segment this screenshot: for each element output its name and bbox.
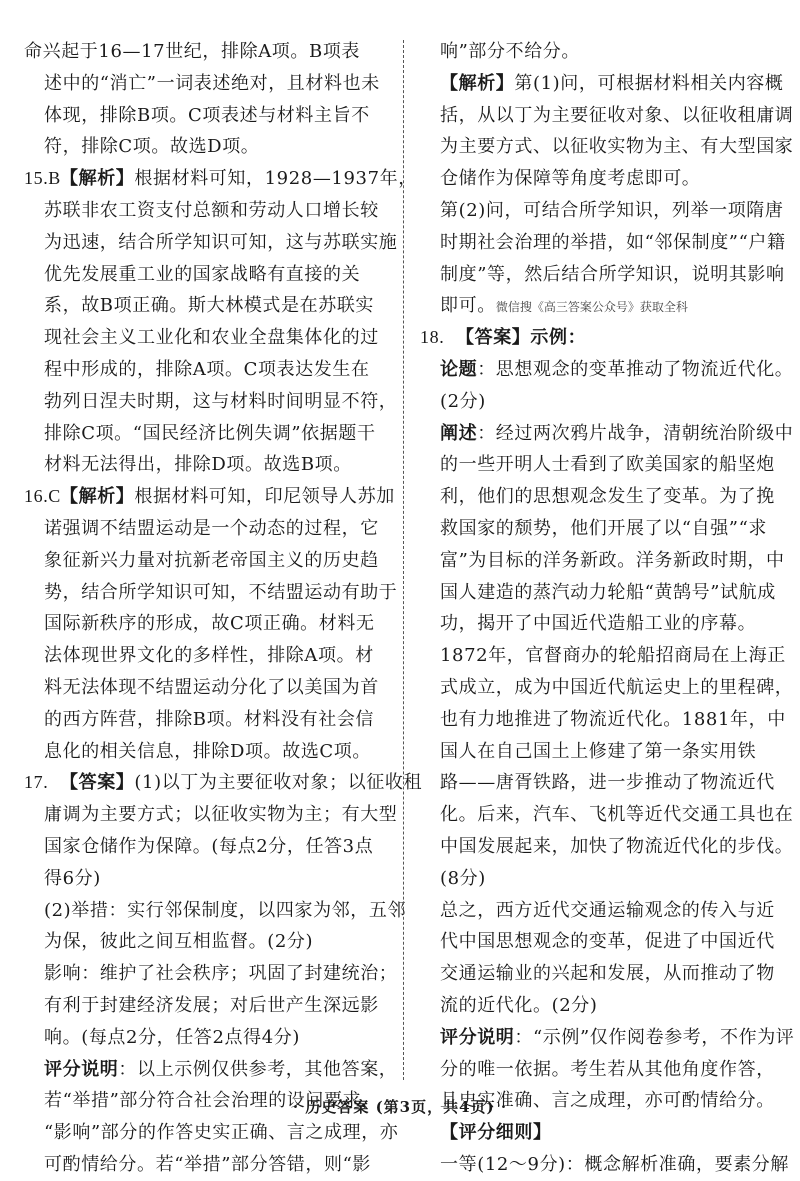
text-line: 系，故B项正确。斯大林模式是在苏联实 (44, 295, 375, 317)
text-line: 总之，西方近代交通运输观念的传入与近 (440, 899, 775, 921)
analysis-line (420, 68, 784, 100)
question-number: 15.B (24, 168, 61, 189)
text-line: 括，从以丁为主要征收对象、以征收租庸调 (440, 104, 794, 126)
scoring-note-line (420, 1022, 795, 1054)
text-line: 符，排除C项。故选D项。 (44, 136, 260, 158)
text-line: 法体现世界文化的多样性，排除A项。材 (44, 645, 374, 667)
text-line: 国家仓储作为保障。(每点2分，任答3点 (44, 835, 374, 857)
text-line: 也有力地推进了物流近代化。1881年，中 (440, 708, 786, 730)
text-line: 时期社会治理的举措，如“邻保制度”“户籍 (440, 231, 786, 253)
text-line: ：以上示例仅供参考，其他答案， (118, 1058, 398, 1080)
text-line: “影响”部分的作答史实正确、言之成理，亦 (44, 1122, 399, 1144)
text-line: 苏联非农工资支付总额和劳动人口增长较 (44, 199, 379, 221)
text-line: 势，结合所学知识可知，不结盟运动有助于 (44, 581, 398, 603)
text-line: 排除C项。“国民经济比例失调”依据题干 (44, 422, 376, 444)
text-line: (8分) (440, 867, 486, 889)
text-line: 流的近代化。(2分) (440, 994, 598, 1016)
text-line: 象征新兴力量对抗新老帝国主义的历史趋 (44, 549, 379, 571)
question-number: 17. (24, 772, 49, 793)
text-line: 富”为目标的洋务新政。洋务新政时期，中 (440, 549, 785, 571)
text-line: 响。(每点2分，任答2点得4分) (44, 1026, 301, 1048)
analysis-label: 【解析】 (60, 486, 135, 508)
text-line: 息化的相关信息，排除D项。故选C项。 (44, 740, 372, 762)
question-15-line (24, 163, 417, 195)
text-line: 式成立，成为中国近代航运史上的里程碑， (440, 676, 794, 698)
elaboration-label: 阐述 (440, 422, 478, 444)
analysis-label: 【解析】 (60, 168, 135, 190)
text-line: 国际新秩序的形成，故C项正确。材料无 (44, 613, 375, 635)
text-line: 即可。 (440, 295, 496, 317)
elaboration-line (420, 418, 794, 450)
question-number: 16.C (24, 486, 61, 507)
text-line: 体现，排除B项。C项表述与材料主旨不 (44, 104, 370, 126)
answer-label: 【答案】 (456, 327, 531, 349)
scoring-note-label: 评分说明 (440, 1026, 515, 1048)
text-line: ：思想观念的变革推动了物流近代化。 (477, 358, 794, 380)
text-line: 勃列日涅夫时期，这与材料时间明显不符， (44, 390, 398, 412)
question-17-line (24, 767, 423, 799)
text-line: 若“举措”部分符合社会治理的设问要求， (44, 1090, 380, 1112)
text-line: 一等(12～9分)：概念解析准确，要素分解 (440, 1153, 789, 1175)
text-line: 优先发展重工业的国家战略有直接的关 (44, 263, 361, 285)
question-number: 18. (420, 327, 445, 348)
text-line: 根据材料可知，1928—1937年， (134, 168, 417, 190)
text-line: 影响：维护了社会秩序；巩固了封建统治； (44, 963, 398, 985)
text-line: ：“示例”仅作阅卷参考，不作为评 (514, 1026, 795, 1048)
text-line: 述中的“消亡”一词表述绝对，且材料也未 (44, 72, 380, 94)
right-column (420, 36, 795, 1181)
text-line: (1)以丁为主要征收对象；以征收租 (134, 772, 423, 794)
text-line: 国人建造的蒸汽动力轮船“黄鹄号”试航成 (440, 581, 776, 603)
text-line: 利，他们的思想观念发生了变革。为了挽 (440, 486, 775, 508)
text-line: 功，揭开了中国近代造船工业的序幕。 (440, 613, 757, 635)
text-line: 材料无法得出，排除D项。故选B项。 (44, 454, 352, 476)
analysis-label: 【解析】 (440, 72, 515, 94)
text-line: 制度”等，然后结合所学知识，说明其影响 (440, 263, 785, 285)
text-line: 料无法体现不结盟运动分化了以美国为首 (44, 676, 379, 698)
text-line: 的一些开明人士看到了欧美国家的船坚炮 (440, 454, 775, 476)
text-line: 化。后来，汽车、飞机等近代交通工具也在 (440, 804, 794, 826)
column-divider (403, 40, 404, 1080)
scoring-rules-heading: 【评分细则】 (440, 1122, 552, 1144)
text-line-with-note (420, 290, 780, 322)
answer-label: 【答案】 (60, 772, 135, 794)
text-line: 诺强调不结盟运动是一个动态的过程，它 (44, 517, 379, 539)
text-line: 第(1)问，可根据材料相关内容概 (514, 72, 784, 94)
text-line: 为迅速，结合所学知识可知，这与苏联实施 (44, 231, 398, 253)
text-line: 得6分) (44, 867, 101, 889)
question-18-line (420, 322, 780, 354)
page-footer: · 历史答案 (第3页，共4页) · (292, 1098, 508, 1116)
text-line: 路——唐胥铁路，进一步推动了物流近代 (440, 772, 775, 794)
text-line: 可酌情给分。若“举措”部分答错，则“影 (44, 1153, 372, 1175)
text-line: (2)举措：实行邻保制度，以四家为邻，五邻 (44, 899, 407, 921)
thesis-line (420, 354, 794, 386)
text-line: (2分) (440, 390, 486, 412)
question-16-line (24, 481, 396, 513)
text-line: 现社会主义工业化和农业全盘集体化的过 (44, 327, 379, 349)
scoring-note-label: 评分说明 (44, 1058, 119, 1080)
text-line: 国人在自己国土上修建了第一条实用铁 (440, 740, 757, 762)
text-line: 响”部分不给分。 (440, 41, 581, 62)
text-line: 为主要方式、以征收实物为主、有大型国家 (440, 136, 794, 158)
text-line: 且史实准确、言之成理，亦可酌情给分。 (440, 1090, 775, 1112)
example-label: 示例： (530, 327, 587, 349)
text-line: 第(2)问，可结合所学知识，列举一项隋唐 (440, 199, 784, 221)
text-line: 命兴起于16—17世纪，排除A项。B项表 (24, 41, 361, 62)
text-line: 的西方阵营，排除B项。材料没有社会信 (44, 708, 375, 730)
text-line: 根据材料可知，印尼领导人苏加 (134, 486, 395, 508)
wechat-note: 微信搜《高三答案公众号》获取全科 (495, 300, 688, 315)
text-line: 为保，彼此之间互相监督。(2分) (44, 931, 314, 953)
text-line: 交通运输业的兴起和发展，从而推动了物 (440, 963, 775, 985)
text-line: 有利于封建经济发展；对后世产生深远影 (44, 994, 379, 1016)
text-line: 1872年，官督商办的轮船招商局在上海正 (440, 645, 786, 667)
text-line: 庸调为主要方式；以征收实物为主；有大型 (44, 804, 398, 826)
scoring-note-line (24, 1054, 396, 1086)
text-line: 代中国思想观念的变革，促进了中国近代 (440, 931, 775, 953)
thesis-label: 论题 (440, 358, 478, 380)
text-line: 分的唯一依据。考生若从其他角度作答， (440, 1058, 775, 1080)
text-line: 程中形成的，排除A项。C项表达发生在 (44, 358, 370, 380)
text-line: ：经过两次鸦片战争，清朝统治阶级中 (477, 422, 794, 444)
text-line: 救国家的颓势，他们开展了以“自强”“求 (440, 517, 768, 539)
text-line: 仓储作为保障等角度考虑即可。 (440, 168, 701, 190)
text-line: 中国发展起来，加快了物流近代化的步伐。 (440, 835, 794, 857)
